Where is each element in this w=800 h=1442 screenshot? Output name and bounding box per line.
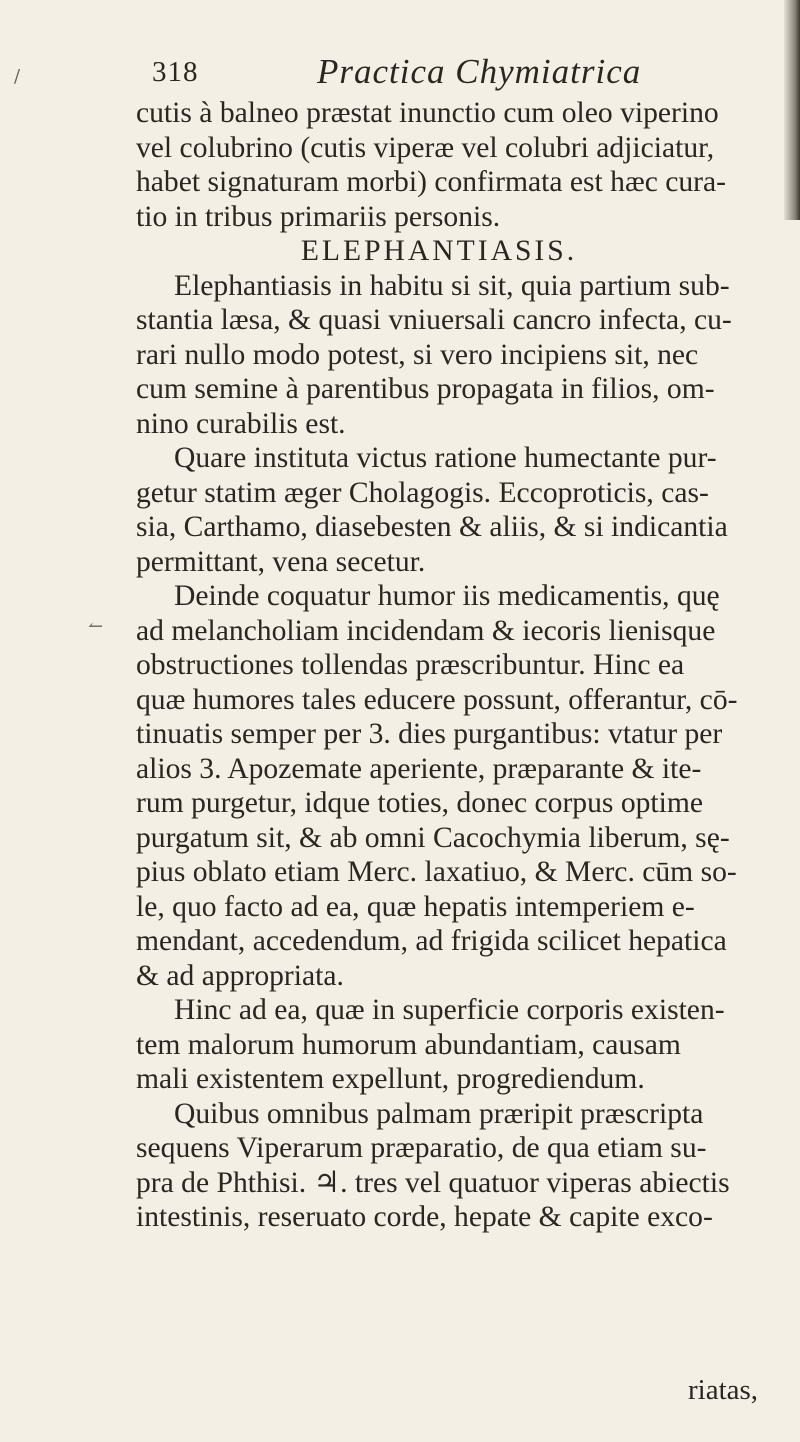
text-line: pra de Phthisi. ♃. tres vel quatuor viperas abiectis (136, 1166, 730, 1199)
text-line: mendant, accedendum, ad frigida scilicet hepatica (136, 925, 727, 957)
text-line: ad melancholiam incidendam & iecoris lienisque (136, 614, 716, 647)
text-line: stantia læsa, & quasi vniuersali cancro infecta, cu- (136, 304, 732, 336)
page-header (152, 52, 732, 96)
text-line: sia, Carthamo, diasebesten & aliis, & si indicantia (136, 511, 728, 543)
text-line: nino curabilis est. (136, 407, 346, 440)
text-line: purgatum sit, & ab omni Cacochymia liberum, sę- (136, 821, 730, 854)
margin-mark: ↼ (88, 616, 104, 637)
page-number: 318 (152, 56, 199, 88)
margin-mark: / (14, 66, 21, 87)
text-line: pius oblato etiam Merc. laxatiuo, & Merc. cūm so- (136, 856, 737, 888)
text-line: Deinde coquatur humor iis medicamentis, quę (174, 580, 720, 612)
text-line: vel colubrino (cutis viperæ vel colubri adjiciatur, (136, 131, 715, 164)
text-line: getur statim æger Cholagogis. Eccoproticis, cas- (136, 476, 709, 509)
text-line: & ad appropriata. (136, 959, 344, 992)
text-line: mali existentem expellunt, progrediendum. (136, 1063, 645, 1095)
running-title: Practica Chymiatrica (317, 52, 642, 91)
text-line: Quibus omnibus palmam præripit præscripta (174, 1097, 704, 1130)
body-text (136, 96, 782, 1235)
text-line: Quare instituta victus ratione humectante pur- (174, 442, 717, 474)
catchword: riatas, (688, 1374, 759, 1406)
text-line: tio in tribus primariis personis. (136, 200, 501, 233)
text-line: alios 3. Apozemate aperiente, præparante & ite- (136, 752, 702, 785)
page-edge-shadow (784, 0, 800, 220)
text-line: habet signaturam morbi) confirmata est hæc cura- (136, 166, 727, 198)
text-line: rum purgetur, idque toties, donec corpus optime (136, 787, 704, 819)
text-line: Hinc ad ea, quæ in superficie corporis existen- (174, 994, 725, 1026)
section-heading: ELEPHANTIASIS. (300, 235, 578, 267)
text-line: quæ humores tales educere possunt, offerantur, cō- (136, 683, 738, 716)
text-line: rari nullo modo potest, si vero incipiens sit, nec (136, 338, 699, 371)
text-line: le, quo facto ad ea, quæ hepatis intemperiem e- (136, 890, 695, 923)
text-line: cutis à balneo præstat inunctio cum oleo viperino (136, 97, 719, 129)
text-line: cum semine à parentibus propagata in filios, om- (136, 373, 715, 405)
text-line: intestinis, reseruato corde, hepate & capite exco- (136, 1201, 713, 1233)
text-line: permittant, vena secetur. (136, 545, 426, 578)
text-line: sequens Viperarum præparatio, de qua etiam su- (136, 1132, 707, 1164)
text-line: Elephantiasis in habitu si sit, quia partium sub- (174, 269, 730, 302)
text-line: tem malorum humorum abundantiam, causam (136, 1028, 681, 1061)
text-line: tinuatis semper per 3. dies purgantibus: vtatur per (136, 718, 723, 750)
text-line: obstructiones tollendas præscribuntur. Hinc ea (136, 649, 685, 681)
